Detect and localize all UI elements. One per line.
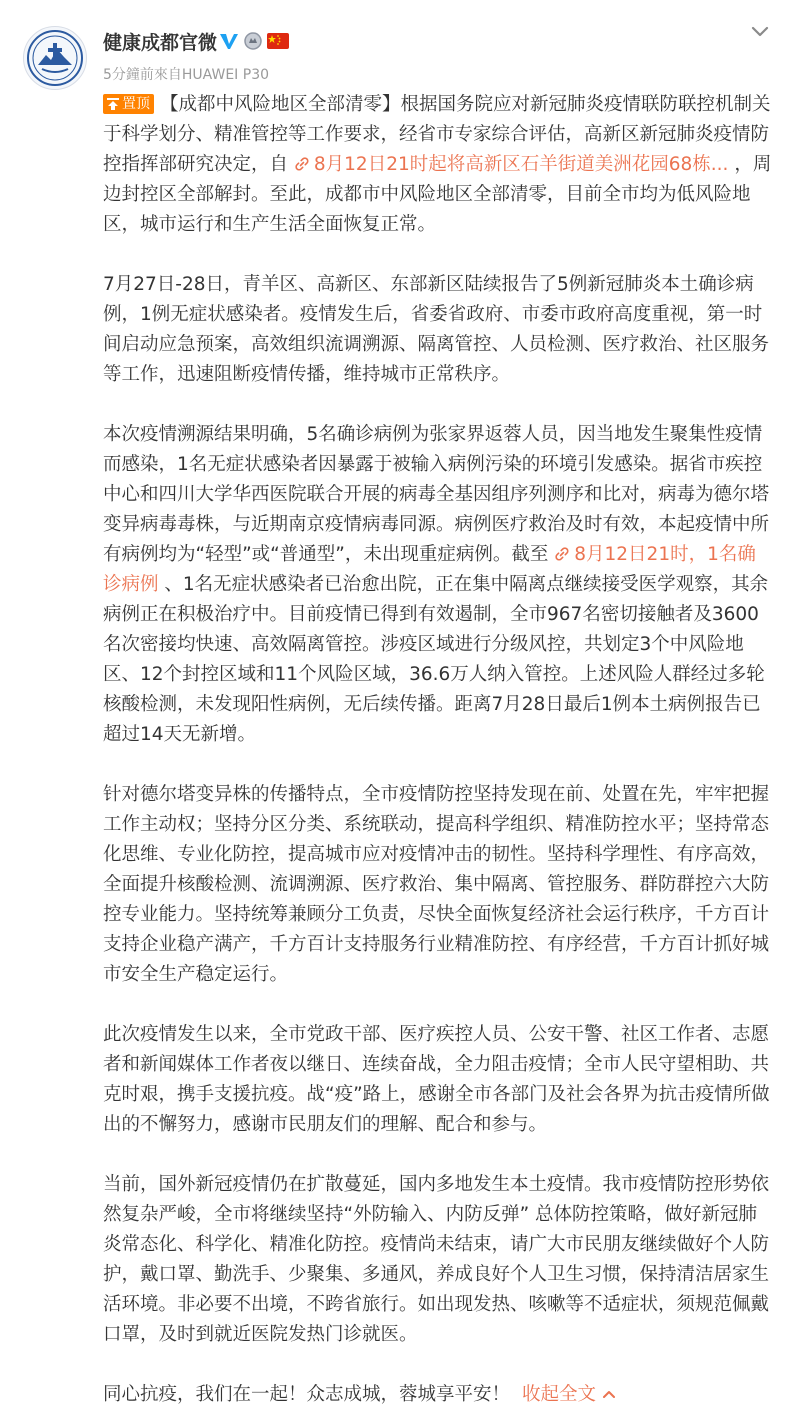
paragraph-1 (103, 90, 773, 240)
paragraph-1-text-a: 根据国务院应对新冠肺炎疫情联防联控机制关于科学划分、精准管控等工作要求，经省市专家综合评估，高新区新冠肺炎疫情防控指挥部研究决定，自 (103, 94, 771, 175)
chevron-up-icon (602, 1389, 616, 1399)
verified-v-icon (218, 31, 240, 51)
logo-icon (24, 27, 86, 89)
username[interactable]: 健康成都官微 (103, 32, 218, 54)
paragraph-3-text-a: 本次疫情溯源结果明确，5名确诊病例为张家界返蓉人员，因当地发生聚集性疫情而感染，1名无症状感染者因暴露于被输入病例污染的环境引发感染。据省市疾控中心和四川大学华西医院联合开展的病毒全基因组序列测序和比对，病毒为德尔塔变异病毒毒株，与近期南京疫情病毒同源。病例医疗救治及时有效，本起疫情中所有病例均为“轻型”或“普通型”，未出现重症病例。截至 (103, 424, 770, 565)
paragraph-3 (103, 420, 773, 750)
collapse-label: 收起全文 (522, 1384, 597, 1405)
paragraph-5: 此次疫情发生以来，全市党政干部、医疗疾控人员、公安干警、社区工作者、志愿者和新闻媒体工作者夜以继日、连续奋战，全力阻击疫情；全市人民守望相助、共克时艰，携手支援抗疫。战“疫”路上，感谢全市各部门及社会各界为抗击疫情所做出的不懈努力，感谢市民朋友们的理解、配合和参与。 (103, 1024, 770, 1135)
paragraph-3-text-b: 、1名无症状感染者已治愈出院，正在集中隔离点继续接受医学观察，其余病例正在积极治疗中。目前疫情已得到有效遏制，全市967名密切接触者及3600名次密接均快速、高效隔离管控。涉疫区域进行分级风控，共划定3个中风险地区、12个封控区域和11个风险区域，36.6万人纳入管控。上述风险人群经过多轮核酸检测，未发现阳性病例，无后续传播。距离7月28日最后1例本土病例报告已超过14天无新增。 (103, 574, 769, 745)
avatar[interactable] (23, 26, 87, 90)
paragraph-6: 当前，国外新冠疫情仍在扩散蔓延，国内多地发生本土疫情。我市疫情防控形势依然复杂严峻，全市将继续坚持“外防输入、内防反弹” 总体防控策略，做好新冠肺炎常态化、科学化、精准化防控。疫情尚未结束，请广大市民朋友继续做好个人防护，戴口罩、勤洗手、少聚集、多通风，养成良好个人卫生习惯，保持清洁居家生活环境。非必要不出境，不跨省旅行。如出现发热、咳嗽等不适症状，须规范佩戴口罩，及时到就近医院发热门诊就医。 (103, 1174, 770, 1345)
link-icon (294, 156, 310, 172)
link-icon (554, 546, 570, 562)
case-link-text: 8月12日21时，1名确诊病例 (103, 544, 756, 595)
location-link-1-text: 8月12日21时起将高新区石羊街道美洲花园68栋... (313, 154, 729, 175)
china-flag-icon (266, 32, 290, 50)
pinned-label: 置顶 (122, 96, 150, 112)
closing-line: 同心抗疫，我们在一起！众志成城，蓉城享平安！ (103, 1384, 511, 1405)
post-meta: 5分鐘前來自HUAWEI P30 (103, 67, 270, 83)
post-header (0, 0, 802, 90)
paragraph-1-text-b: ，周边封控区全部解封。至此，成都市中风险地区全部清零，目前全市均为低风险地区，城市运行和生产生活全面恢复正常。 (103, 154, 772, 235)
pin-icon (106, 97, 120, 111)
badges (218, 29, 290, 53)
pinned-badge (103, 94, 154, 114)
paragraph-4: 针对德尔塔变异株的传播特点，全市疫情防控坚持发现在前、处置在先，牢牢把握工作主动权；坚持分区分类、系统联动，提高科学组织、精准防控水平；坚持常态化思维、专业化防控，提高城市应对疫情冲击的韧性。坚持科学理性、有序高效，全面提升核酸检测、流调溯源、医疗救治、集中隔离、管控服务、群防群控六大防控专业能力。坚持统筹兼顾分工负责，尽快全面恢复经济社会运行秩序，千方百计支持企业稳产满产，千方百计支持服务行业精准防控、有序经营，千方百计抓好城市安全生产稳定运行。 (103, 784, 770, 985)
paragraph-2: 7月27日-28日，青羊区、高新区、东部新区陆续报告了5例新冠肺炎本土确诊病例，1例无症状感染者。疫情发生后，省委省政府、市委市政府高度重视，第一时间启动应急预案，高效组织流调溯源、隔离管控、人员检测、医疗救治、社区服务等工作，迅速阻断疫情传播，维持城市正常秩序。 (103, 274, 770, 385)
paragraph-7 (103, 1380, 773, 1410)
collapse-button[interactable] (522, 1384, 616, 1405)
location-link-1[interactable] (294, 154, 729, 175)
post-body (103, 90, 773, 1410)
post-title: 【成都中风险地区全部清零】 (160, 94, 401, 115)
chevron-down-icon (748, 22, 772, 42)
more-menu-button[interactable] (748, 22, 772, 42)
medal-icon (242, 30, 264, 52)
